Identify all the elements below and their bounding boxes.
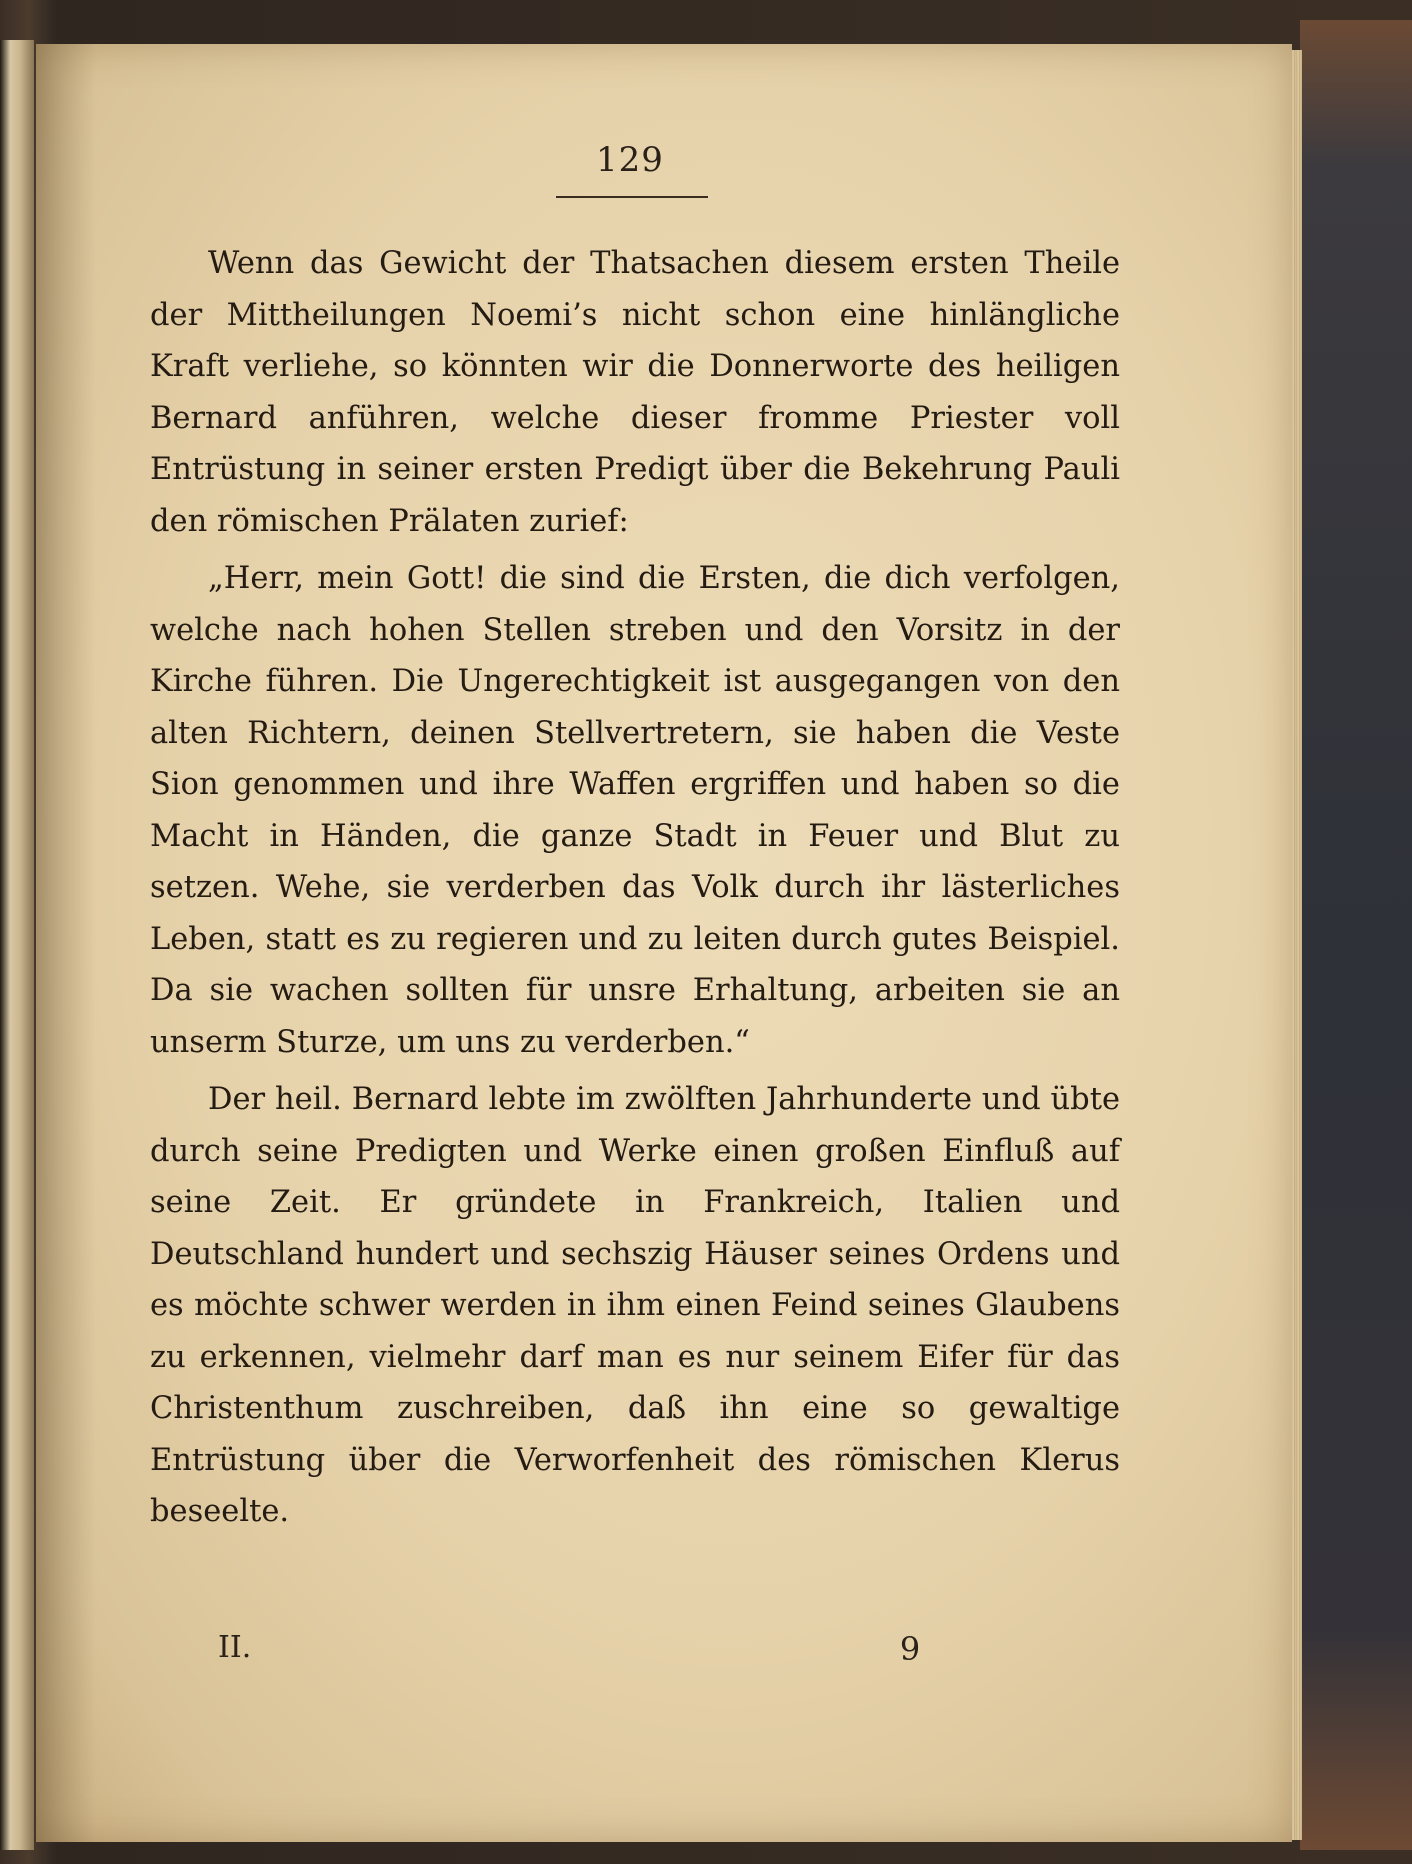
- paragraph: „Herr, mein Gott! die sind die Ersten, die dich verfolgen, welche nach hohen Stellen streben und den Vorsitz in der Kirche führen. Die Ungerechtigkeit ist ausgegangen von den alten Richtern, deinen Stellvertretern, sie haben die Veste Sion genommen und ihre Waffen ergriffen und haben so die Macht in Händen, die ganze Stadt in Feuer und Blut zu setzen. Wehe, sie verderben das Volk durch ihr lästerliches Leben, statt es zu regieren und zu leiten durch gutes Beispiel. Da sie wachen sollten für unsre Erhaltung, arbeiten sie an unserm Sturze, um uns zu verderben.“: [150, 561, 1120, 1060]
- paragraph: Der heil. Bernard lebte im zwölften Jahrhunderte und übte durch seine Predigten und Werke einen großen Einfluß auf seine Zeit. Er gründete in Frankreich, Italien und Deutschland hundert und sechszig Häuser seines Ordens und es möchte schwer werden in ihm einen Feind seines Glaubens zu erkennen, vielmehr darf man es nur seinem Eifer für das Christenthum zuschreiben, daß ihn eine so gewaltige Entrüstung über die Verworfenheit des römischen Klerus beseelte.: [150, 1082, 1120, 1529]
- header-rule: [556, 196, 708, 198]
- volume-signature: II.: [218, 1630, 252, 1665]
- paragraph: Wenn das Gewicht der Thatsachen diesem ersten Theile der Mittheilungen Noemi’s nicht schon eine hinlängliche Kraft verliehe, so könnten wir die Donnerworte des heiligen Bernard anführen, welche dieser fromme Priester voll Entrüstung in seiner ersten Predigt über die Bekehrung Pauli den römischen Prälaten zurief:: [150, 246, 1120, 539]
- sheet-number: 9: [899, 1630, 921, 1668]
- page-number: 129: [596, 140, 664, 180]
- cover-board-left: [0, 40, 34, 1850]
- page-gutter: [36, 44, 96, 1842]
- cover-board-right: [1300, 20, 1412, 1850]
- body-text: [150, 238, 1120, 1544]
